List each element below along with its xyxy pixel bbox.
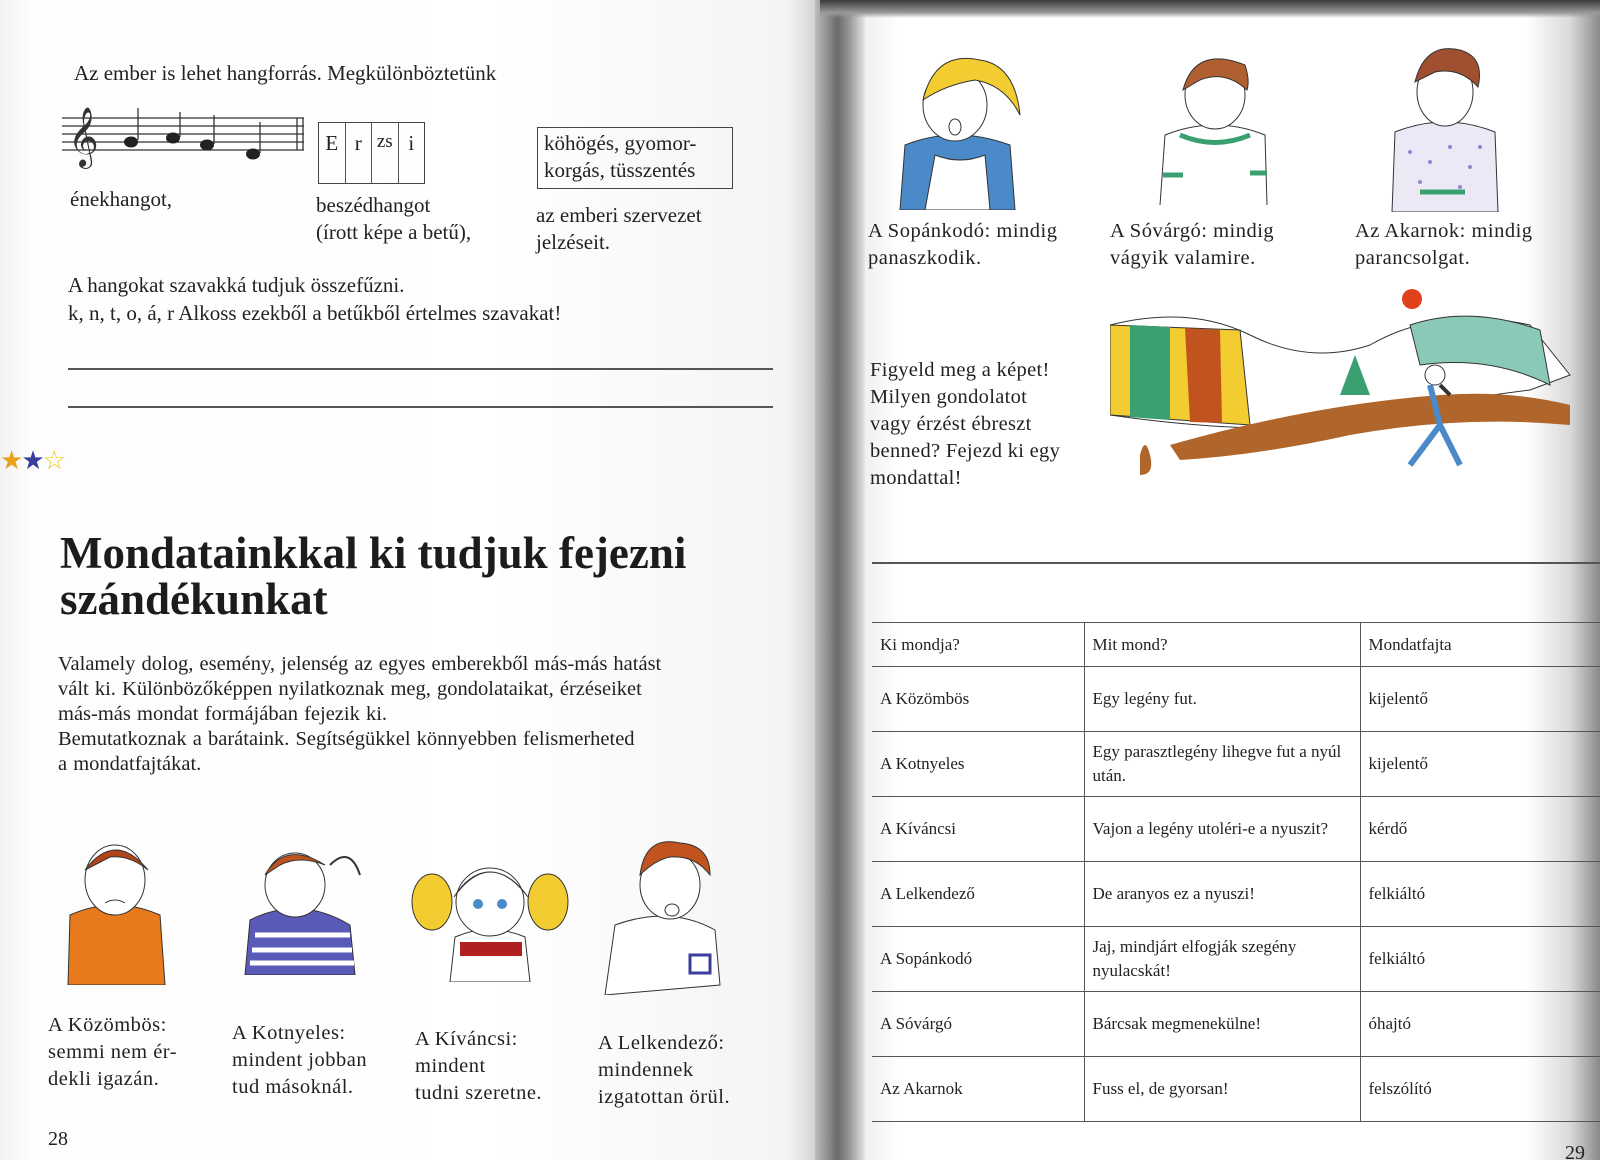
table-row (872, 667, 1600, 732)
header-cell: Ki mondja? (872, 623, 1084, 667)
sentence-type-cell: felkiáltó (1360, 927, 1600, 992)
sentence-type-cell: kérdő (1360, 797, 1600, 862)
label-song: énekhangot, (70, 187, 173, 211)
character-caption (1110, 218, 1274, 272)
label-body (536, 202, 702, 256)
caption-line: izgatottan örül. (598, 1086, 731, 1108)
answer-line (68, 368, 773, 370)
star-icon: ★ (0, 446, 22, 476)
box-line: korgás, tüsszentés (544, 158, 696, 182)
sentence-type-cell: felszólító (1360, 1057, 1600, 1122)
table-row (872, 732, 1600, 797)
difficulty-stars (0, 446, 64, 476)
title-line: szándékunkat (60, 574, 328, 624)
caption-line: A Sóvárgó: mindig (1110, 220, 1275, 242)
answer-line (68, 406, 773, 408)
letter-cell: E (319, 123, 346, 183)
meddling-boy-illustration (240, 835, 370, 975)
letter-cell: i (408, 131, 415, 155)
table-row (872, 862, 1600, 927)
caption-line: Az Akarnok: mindig (1355, 220, 1533, 242)
character-caption (598, 1030, 730, 1111)
caption-line: mindennek (598, 1059, 694, 1081)
rabbit-icon (1140, 445, 1151, 475)
body-sounds-box (537, 127, 733, 189)
title-line: Mondatainkkal ki tudjuk fejezni (60, 528, 687, 578)
caption-line: A Kíváncsi: (415, 1028, 518, 1050)
sentence-type-cell: felkiáltó (1360, 862, 1600, 927)
sentence-types-table (872, 622, 1600, 1122)
header-cell: Mit mond? (1084, 623, 1360, 667)
statement-cell: Fuss el, de gyorsan! (1084, 1057, 1360, 1122)
paragraph-line: Valamely dolog, esemény, jelenség az egyes emberekből más-más hatást (58, 653, 662, 675)
speaker-cell: A Sopánkodó (872, 927, 1084, 992)
indifferent-boy-illustration (60, 835, 175, 985)
statement-cell: De aranyos ez a nyuszi! (1084, 862, 1360, 927)
caption-line: dekli igazán. (48, 1068, 160, 1090)
page-number: 29 (1565, 1142, 1585, 1164)
character-caption (1355, 218, 1533, 272)
star-icon: ★ (21, 446, 43, 476)
paragraph-line: a mondatfajtákat. (58, 753, 202, 775)
task-line: Milyen gondolatot (870, 386, 1028, 408)
table-row (872, 1057, 1600, 1122)
speaker-cell: Az Akarnok (872, 1057, 1084, 1122)
table-header-row (872, 623, 1600, 667)
longing-boy-illustration (1155, 45, 1275, 205)
music-staff-icon (62, 100, 307, 170)
section-title (60, 530, 686, 622)
caption-line: A Kotnyeles: (232, 1022, 346, 1044)
caption-line: semmi nem ér- (48, 1041, 178, 1063)
label-line: jelzéseit. (536, 230, 611, 254)
running-man-landscape-illustration (1110, 285, 1580, 525)
intro-paragraph (58, 652, 661, 777)
picture-task (870, 357, 1060, 492)
task-line: benned? Fejezd ki egy (870, 440, 1061, 462)
task-text: k, n, t, o, á, r Alkoss ezekből a betűkből értelmes szavakat! (68, 301, 562, 325)
caption-line: mindent jobban (232, 1049, 368, 1071)
book-spine (815, 0, 865, 1160)
label-line: (írott képe a betű), (316, 220, 472, 244)
caption-line: vágyik valamire. (1110, 247, 1256, 269)
curious-girl-illustration (410, 842, 570, 982)
character-caption (415, 1026, 542, 1107)
task-text: A hangokat szavakká tudjuk összefűzni. (68, 273, 405, 297)
statement-cell: Egy parasztlegény lihegve fut a nyúl után. (1084, 732, 1360, 797)
sentence-type-cell: kijelentő (1360, 667, 1600, 732)
statement-cell: Egy legény fut. (1084, 667, 1360, 732)
task-line: mondattal! (870, 467, 962, 489)
page-number: 28 (48, 1128, 68, 1150)
speaker-cell: A Kotnyeles (872, 732, 1084, 797)
caption-line: panaszkodik. (868, 247, 982, 269)
statement-cell: Jaj, mindjárt elfogják szegény nyulacskát! (1084, 927, 1360, 992)
sun-icon (1402, 289, 1422, 309)
character-caption (868, 218, 1057, 272)
statement-cell: Bárcsak megmenekülne! (1084, 992, 1360, 1057)
box-line: köhögés, gyomor- (544, 131, 697, 155)
header-cell: Mondatfajta (1360, 623, 1600, 667)
paragraph-line: Bemutatkoznak a barátaink. Segítségükkel könnyebben felismerheted (58, 728, 635, 750)
enthusiastic-boy-illustration (600, 835, 740, 995)
table-row (872, 927, 1600, 992)
svg-text:𝄞: 𝄞 (68, 107, 99, 167)
whining-girl-illustration (895, 45, 1030, 210)
label-line: az emberi szervezet (536, 203, 702, 227)
speaker-cell: A Lelkendező (872, 862, 1084, 927)
letter-cell: zs (372, 123, 399, 183)
paragraph-line: más-más mondat formájában fejezik ki. (58, 703, 388, 725)
caption-line: mindent (415, 1055, 486, 1077)
sentence-type-cell: kijelentő (1360, 732, 1600, 797)
answer-line (872, 562, 1600, 564)
caption-line: A Közömbös: (48, 1014, 167, 1036)
caption-line: tudni szeretne. (415, 1082, 543, 1104)
table-row (872, 992, 1600, 1057)
letter-cell: r (346, 123, 373, 183)
label-speech (316, 192, 471, 246)
star-icon: ☆ (42, 446, 64, 476)
task-line: Figyeld meg a képet! (870, 359, 1050, 381)
table-row (872, 797, 1600, 862)
bossy-boy-illustration (1390, 42, 1500, 212)
speaker-cell: A Közömbös (872, 667, 1084, 732)
speaker-cell: A Sóvárgó (872, 992, 1084, 1057)
sentence-type-cell: óhajtó (1360, 992, 1600, 1057)
speaker-cell: A Kíváncsi (872, 797, 1084, 862)
paragraph-line: vált ki. Különbözőképpen nyilatkoznak meg, gondolataikat, érzéseiket (58, 678, 642, 700)
caption-line: A Lelkendező: (598, 1032, 725, 1054)
page-edge-shadow (820, 0, 1600, 18)
task-line: vagy érzést ébreszt (870, 413, 1032, 435)
character-caption (232, 1020, 367, 1101)
character-caption (48, 1012, 177, 1093)
caption-line: tud másoknál. (232, 1076, 354, 1098)
label-line: beszédhangot (316, 193, 431, 217)
intro-text: Az ember is lehet hangforrás. Megkülönböztetünk (74, 61, 497, 85)
caption-line: parancsolgat. (1355, 247, 1471, 269)
erzsi-letter-box (318, 122, 425, 184)
statement-cell: Vajon a legény utoléri-e a nyuszit? (1084, 797, 1360, 862)
caption-line: A Sopánkodó: mindig (868, 220, 1058, 242)
